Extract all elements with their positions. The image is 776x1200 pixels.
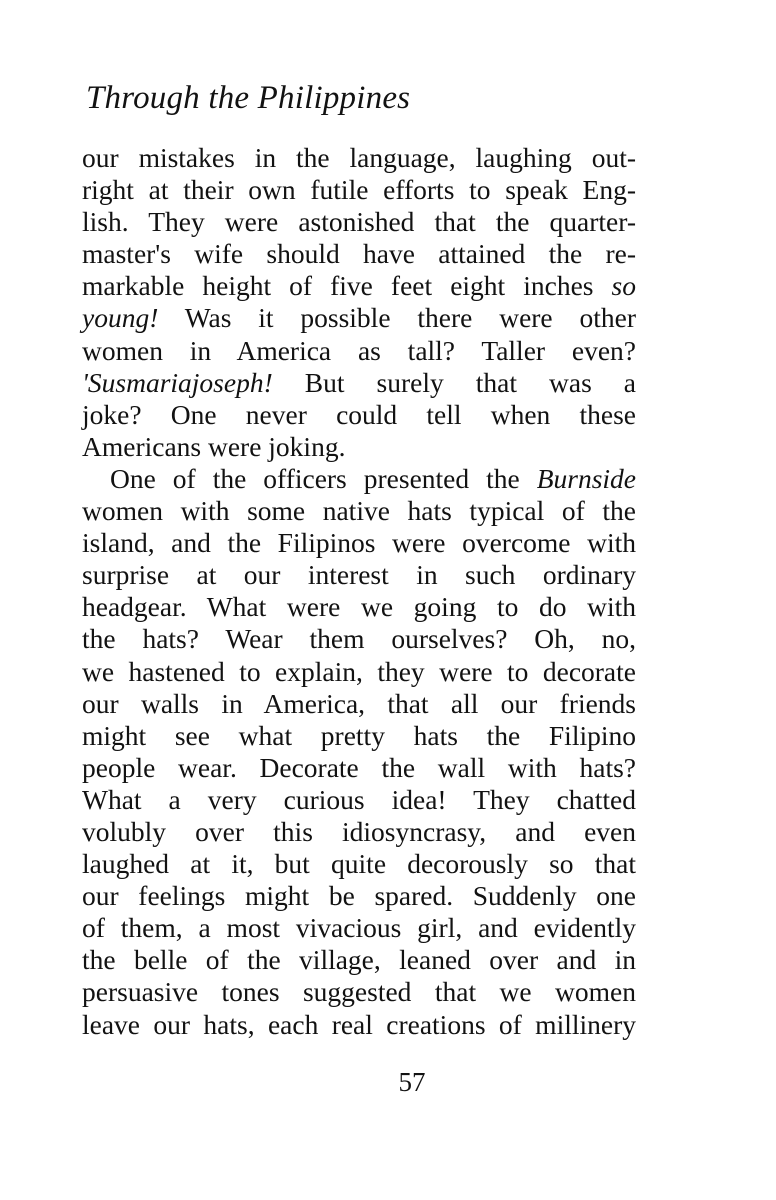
text-run: One of the officers presented the [110, 462, 537, 494]
text-line: joke? One never could tell when these [82, 398, 636, 430]
text-run: But surely that was a [272, 366, 636, 398]
text-line: headgear. What were we going to do with [82, 591, 636, 623]
running-head: Through the Philippines [86, 80, 411, 116]
text-line: our mistakes in the language, laughing out- [82, 142, 636, 173]
text-line: leave our hats, each real creations of millinery [82, 1008, 636, 1040]
text-line [82, 270, 636, 302]
text-line: might see what pretty hats the Filipino [82, 719, 636, 751]
text-line: the hats? Wear them ourselves? Oh, no, [82, 623, 636, 655]
text-line: of them, a most vivacious girl, and evidently [82, 912, 636, 944]
text-line: the belle of the village, leaned over and in [82, 944, 636, 976]
text-line: laughed at it, but quite decorously so that [82, 848, 636, 880]
text-line: lish. They were astonished that the quarter- [82, 206, 636, 238]
body-text [82, 142, 636, 1041]
text-line: women with some native hats typical of the [82, 495, 636, 527]
text-line: surprise at our interest in such ordinary [82, 559, 636, 591]
italic-run: young! [82, 302, 159, 334]
text-line: right at their own futile efforts to speak Eng- [82, 174, 636, 206]
text-line: master's wife should have attained the re- [82, 238, 636, 270]
text-line [82, 367, 636, 399]
text-line: women in America as tall? Taller even? [82, 334, 636, 366]
text-line: we hastened to explain, they were to decorate [82, 655, 636, 687]
text-line: our feelings might be spared. Suddenly one [82, 880, 636, 912]
italic-run: 'Susmariajoseph! [82, 366, 273, 398]
italic-run: Burnside [536, 462, 636, 494]
text-line: persuasive tones suggested that we women [82, 976, 636, 1008]
text-run: Was it possible there were other [158, 302, 636, 334]
text-line: Americans were joking. [82, 430, 346, 462]
italic-run: so [611, 270, 636, 302]
page-number: 57 [398, 1067, 426, 1097]
text-line: What a very curious idea! They chatted [82, 783, 636, 815]
text-line: people wear. Decorate the wall with hats? [82, 751, 636, 783]
text-line: our walls in America, that all our friends [82, 687, 636, 719]
text-line [82, 463, 636, 495]
text-line: volubly over this idiosyncrasy, and even [82, 815, 636, 847]
text-line [82, 302, 636, 334]
text-run: markable height of five feet eight inches [82, 270, 612, 302]
text-line: island, and the Filipinos were overcome with [82, 527, 636, 559]
